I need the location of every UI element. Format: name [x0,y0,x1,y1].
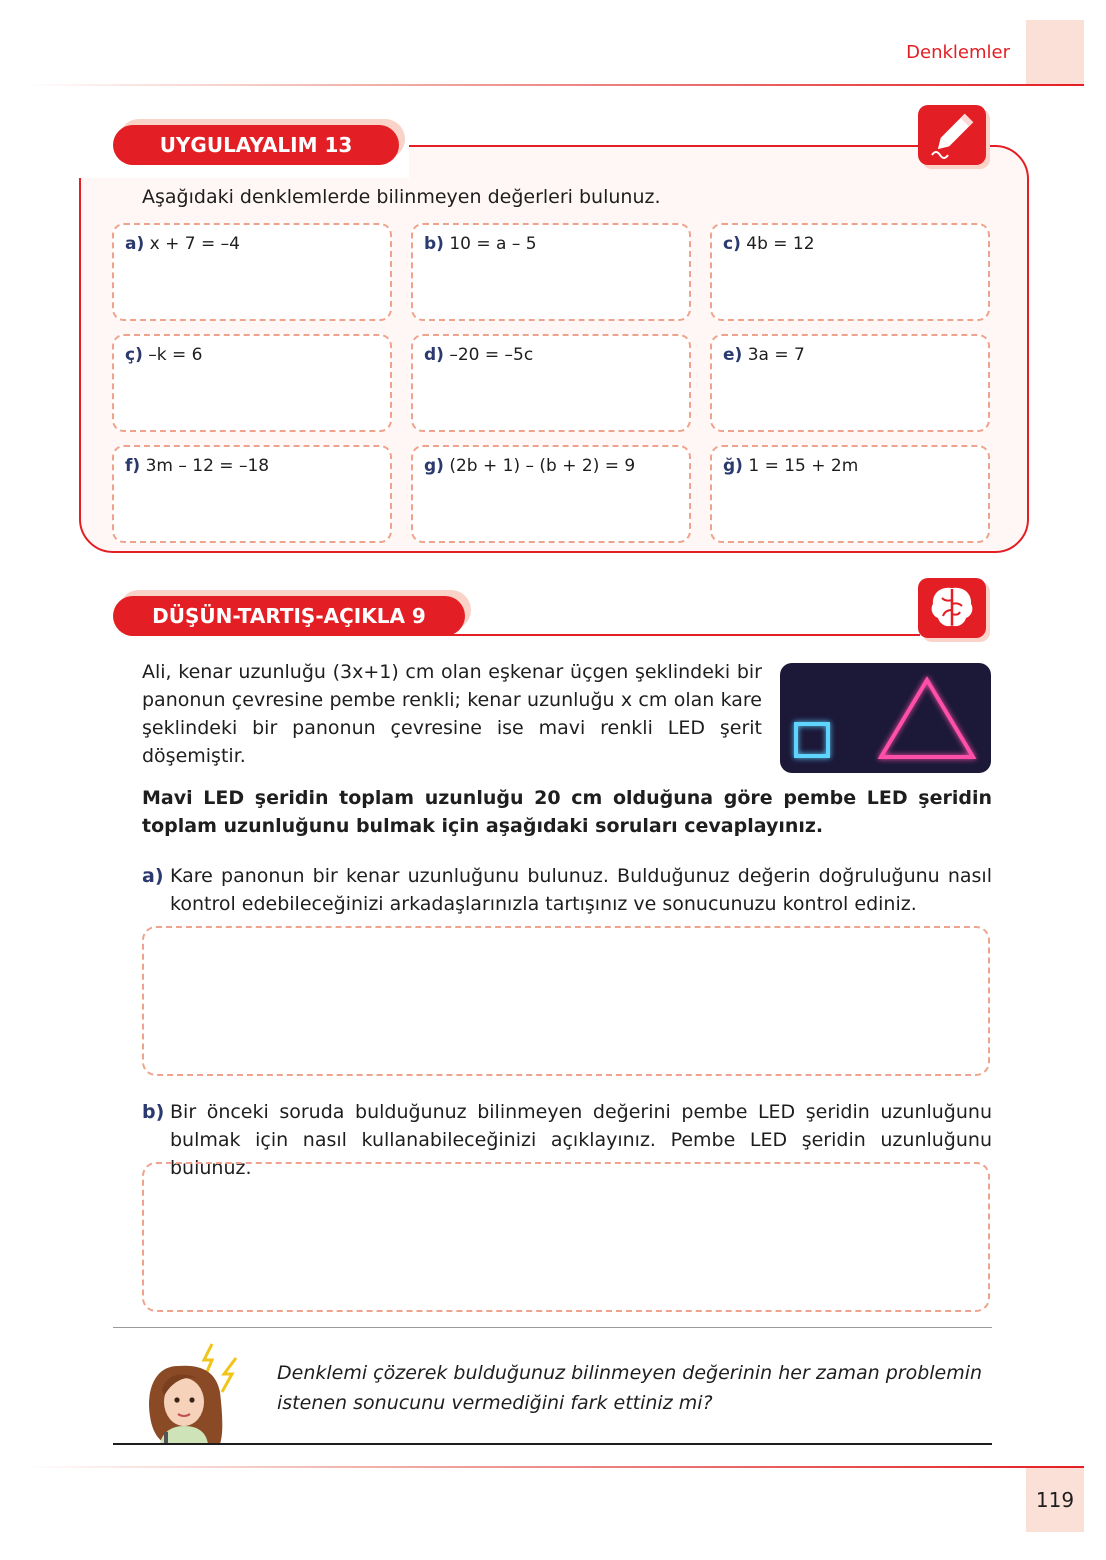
sub-question-a [142,862,992,918]
problem-label: ğ) [723,456,743,476]
problem-cell-a[interactable] [112,223,392,321]
section-title-uygulayalim: UYGULAYALIM 13 [113,125,399,165]
equation: 3m – 12 = –18 [145,456,270,476]
problem-label: c) [723,234,741,254]
problem-paragraph: Ali, kenar uzunluğu (3x+1) cm olan eşkenar üçgen şeklindeki bir panonun çevresine pembe renkli; kenar uzunluğu x cm olan kare şeklindeki bir panonun çevresine ise mavi renkli LED şerit döşemiştir. [142,661,762,767]
problem-cell-b[interactable] [411,223,691,321]
page-number: 119 [1035,1488,1075,1512]
led-triangle [881,680,973,757]
footer-line [22,1466,1084,1468]
equation: x + 7 = –4 [149,234,240,254]
tip-bottom-rule [113,1443,992,1445]
section-title-dusun-tartis: DÜŞÜN-TARTIŞ-AÇIKLA 9 [113,596,465,636]
problem-cell-d[interactable] [411,334,691,432]
problem-label: b) [424,234,444,254]
sub-question-label: b) [142,1101,165,1123]
equation: –20 = –5c [449,345,534,365]
problem-label: f) [125,456,141,476]
equation: 1 = 15 + 2m [748,456,859,476]
equation: –k = 6 [148,345,203,365]
header-tab [1026,20,1084,84]
instruction-text: Aşağıdaki denklemlerde bilinmeyen değerleri bulunuz. [142,186,661,208]
answer-box-a[interactable] [142,926,990,1076]
equation: 3a = 7 [747,345,805,365]
header-line [22,84,1084,86]
tip-text: Denklemi çözerek bulduğunuz bilinmeyen değerinin her zaman problemin istenen sonucunu vermediğini fark ettiniz mi? [277,1362,983,1414]
problem-cell-g[interactable] [411,445,691,543]
pencil-icon [918,105,986,165]
brain-icon [918,578,986,638]
problem-label: ç) [125,345,143,365]
problem-label: e) [723,345,743,365]
equation: (2b + 1) – (b + 2) = 9 [449,456,636,476]
problem-label: a) [125,234,145,254]
led-panel-image [780,663,991,773]
tip-top-rule [113,1327,992,1328]
answer-box-b[interactable] [142,1162,990,1312]
girl-avatar-illustration [140,1340,250,1444]
problem-label: g) [424,456,444,476]
chapter-title: Denklemler [906,42,1010,63]
equation: 10 = a – 5 [449,234,537,254]
main-question: Mavi LED şeridin toplam uzunluğu 20 cm olduğuna göre pembe LED şeridin toplam uzunluğunu bulmak için aşağıdaki soruları cevaplayınız. [142,787,992,837]
problem-cell-f[interactable] [112,445,392,543]
equation: 4b = 12 [746,234,815,254]
problem-cell-e[interactable] [710,334,990,432]
sub-question-text: Kare panonun bir kenar uzunluğunu bulunuz. Bulduğunuz değerin doğruluğunu nasıl kontrol edebileceğinizi arkadaşlarınızla tartışınız ve sonucunuzu kontrol ediniz. [170,865,992,915]
problem-label: d) [424,345,444,365]
sub-question-label: a) [142,865,164,887]
problem-cell-c[interactable] [710,223,990,321]
problem-cell-cc[interactable] [112,334,392,432]
problem-cell-gg[interactable] [710,445,990,543]
section-rule [400,634,920,636]
sub-question-text: Bir önceki soruda bulduğunuz bilinmeyen değerini pembe LED şeridin uzunluğunu bulmak için nasıl kullanabileceğinizi açıklayınız. Pembe LED şeridin uzunluğunu bulunuz. [170,1101,992,1179]
led-square [796,724,828,756]
